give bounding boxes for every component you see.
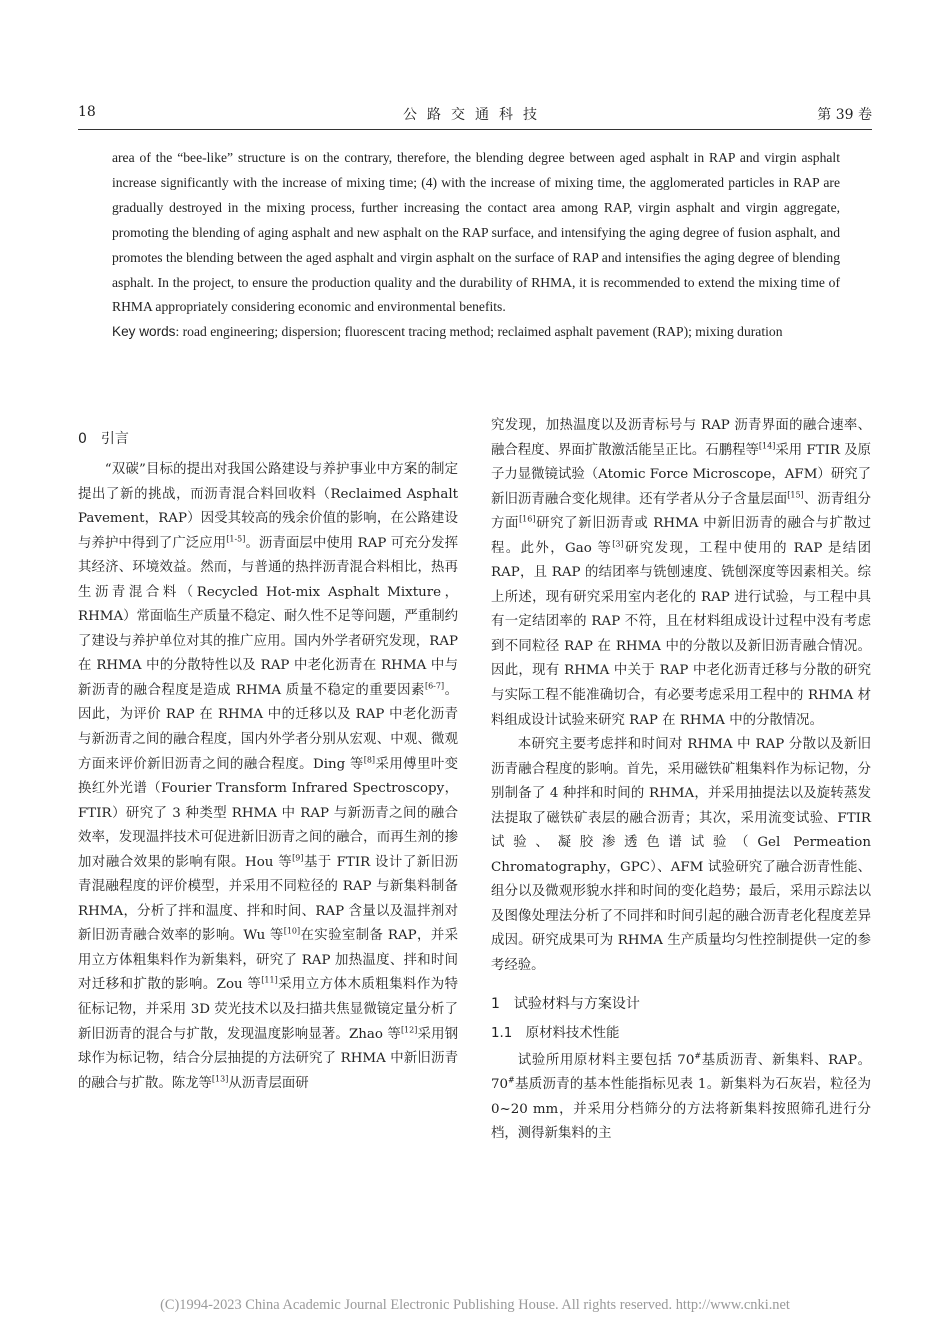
text-span: 、沥青组分方面 — [491, 491, 872, 532]
citation: [11] — [261, 976, 278, 986]
citation: [12] — [400, 1025, 418, 1035]
keywords-label: Key words — [112, 324, 176, 340]
text-span: 采用傅里叶变换红外光谱（Fourier Transform Infrared Spectroscopy，FTIR）研究了 3 种类型 RHMA 中 RAP 与新沥青之间的融合效率，发现温拌技术可促进新旧沥青之间的融合，而再生剂的掺加对融合效果的影响有限。Hou 等 — [78, 756, 458, 870]
section-0-title: 0 引言 — [78, 431, 129, 447]
copyright-footer: (C)1994-2023 China Academic Journal Electronic Publishing House. All rights reserved. http://www.cnki.net — [160, 1297, 790, 1313]
text-span: 。因此，为评价 RAP 在 RHMA 中的迁移以及 RAP 中老化沥青与新沥青之间的融合程度，国内外学者分别从宏观、中观、微观方面来评价新旧沥青之间的融合程度。Ding 等 — [78, 682, 459, 772]
page-header — [78, 104, 872, 126]
text-span: 基质沥青、新集料、RAP。70 — [491, 1052, 872, 1093]
text-span: 究发现，加热温度以及沥青标号与 RAP 沥青界面的融合速率、融合程度、界面扩散激活能呈正比。石鹏程等 — [491, 418, 871, 458]
text-span: “双碳”目标的提出对我国公路建设与养护事业中方案的制定提出了新的挑战，而沥青混合料回收料（Reclaimed Asphalt Pavement，RAP）因受其较高的残余价值的影响，在公路建设与养护中得到了广泛应用 — [78, 462, 458, 551]
text-span: 基质沥青的基本性能指标见表 1。新集料为石灰岩，粒径为 0~20 mm，并采用分档筛分的方法将新集料按照筛孔进行分档，测得新集料的主 — [491, 1077, 871, 1142]
citation: [10] — [283, 926, 301, 936]
text-span: 研究发现，工程中使用的 RAP 是结团 RAP，且 RAP 的结团率与铣刨速度、铣刨深度等因素相关。综上所述，现有研究采用室内老化的 RAP 进行试验，与工程中具有一定结团率的 RAP 不符，且在材料组成设计过程中没有考虑到不同粒径 RAP 在 RHMA 中的分散以及新旧沥青融合情况。因此，现有 RHMA 中关于 RAP 中老化沥青迁移与分散的研究与实际工程不能准确切合，有必要考虑采用工程中的 RHMA 材料组成设计试验来研究 RAP 在 RHMA 中的分散情况。 — [491, 540, 872, 728]
citation: [16] — [519, 514, 536, 524]
right-column — [491, 414, 871, 1147]
subsection-1-1-title: 1.1 原材料技术性能 — [491, 1025, 620, 1041]
text-span: 研究了新旧沥青或 RHMA 中新旧沥青的融合与扩散过程。此外，Gao 等 — [491, 516, 872, 556]
study-overview-paragraph: 本研究主要考虑拌和时间对 RHMA 中 RAP 分散以及新旧沥青融合程度的影响。首先，采用磁铁矿粗集料作为标记物，分别制备了 4 种拌和时间的 RHMA，并采用抽提法以及旋转蒸发法提取了磁铁矿表层的融合沥青；其次，采用流变试验、FTIR 试验、凝胶渗透色谱试验（Gel Permeation Chromatography，GPC）、AFM 试验研究了融合沥青性能、组分以及微观形貌水拌和时间的变化趋势；最后，采用示踪法以及图像处理法分析了不同拌和时间引起的融合沥青老化程度差异成因。研究成果可为 RHMA 生产质量均匀性控制提供一定的参考经验。 — [491, 737, 871, 974]
journal-title: 公路交通科技 — [403, 107, 547, 123]
abstract-block — [112, 146, 840, 345]
citation: [8] — [363, 755, 376, 765]
text-span: 采用 FTIR 及原子力显微镜试验（Atomic Force Microscope，AFM）研究了新旧沥青融合变化规律。还有学者从分子含量层面 — [491, 442, 872, 507]
page-number: 18 — [78, 104, 96, 120]
text-span: 。沥青面层中使用 RAP 可充分发挥其经济、环境效益。然而，与普通的热拌沥青混合料相比，热再生沥青混合料（Recycled Hot-mix Asphalt Mixture，RHMA）常面临生产质量不稳定、耐久性不足等问题，严重制约了建设与养护单位对其的推广应用。国内外学者研究发现，RAP 在 RHMA 中的分散特性以及 RAP 中老化沥青在 RHMA 中与新沥青的融合程度是造成 RHMA 质量不稳定的重要因素 — [78, 535, 459, 698]
text-span: 采用立方体木质粗集料作为特征标记物，并采用 3D 荧光技术以及扫描共焦显微镜定量分析了新旧沥青的混合与扩散，发现温度影响显著。Zhao 等 — [78, 977, 458, 1042]
citation: [3] — [612, 539, 624, 549]
text-span: 从沥青层面研 — [228, 1075, 309, 1091]
superscript: # — [508, 1075, 515, 1085]
intro-paragraph — [78, 458, 458, 1096]
section-1-title: 1 试验材料与方案设计 — [491, 995, 640, 1012]
citation: [1-5] — [226, 534, 246, 544]
citation: [14] — [758, 441, 776, 451]
text-span: 采用钢球作为标记物，结合分层抽提的方法研究了 RHMA 中新旧沥青的融合与扩散。陈龙等 — [78, 1026, 459, 1091]
citation: [15] — [787, 490, 804, 500]
materials-paragraph — [491, 1049, 871, 1147]
superscript: # — [694, 1051, 702, 1061]
text-span: 在实验室制备 RAP，并采用立方体粗集料作为新集料，研究了 RAP 加热温度、拌和时间对迁移和扩散的影响。Zou 等 — [78, 928, 458, 993]
header-rule — [78, 129, 872, 130]
citation: [9] — [292, 853, 304, 863]
left-column — [78, 428, 458, 1096]
abstract-text: area of the “bee-like” structure is on the contrary, therefore, the blending degree between aged asphalt in RAP and virgin asphalt increase significantly with the increase of mixing time; (4) with the increase of mixing time, the agglomerated particles in RAP are gradually destroyed in the mixing process, further increasing the contact area among RAP, virgin asphalt and virgin aggregate, promoting the blending of aging asphalt and new asphalt on the RAP surface, and intensifying the aging degree of fusion asphalt, and promotes the blending between the aged asphalt and virgin asphalt on the surface of RAP and intensifies the aging degree of blending asphalt. In the project, to ensure the production quality and the durability of RHMA, it is recommended to extend the mixing time of RHMA appropriately considering economic and environmental benefits. — [112, 150, 840, 315]
continued-paragraph — [491, 414, 871, 733]
citation: [6-7] — [424, 681, 445, 691]
text-span: 基于 FTIR 设计了新旧沥青混融程度的评价模型，并采用不同粒径的 RAP 与新集料制备 RHMA，分析了拌和温度、拌和时间、RAP 含量以及温拌剂对新旧沥青融合效率的影响。Wu 等 — [78, 854, 459, 944]
keywords-text: : road engineering; dispersion; fluorescent tracing method; reclaimed asphalt pavement (RAP); mixing duration — [175, 324, 783, 340]
citation: [13] — [211, 1074, 229, 1084]
text-span: 试验所用原材料主要包括 70 — [517, 1052, 695, 1068]
volume-label: 第 39 卷 — [817, 107, 872, 123]
